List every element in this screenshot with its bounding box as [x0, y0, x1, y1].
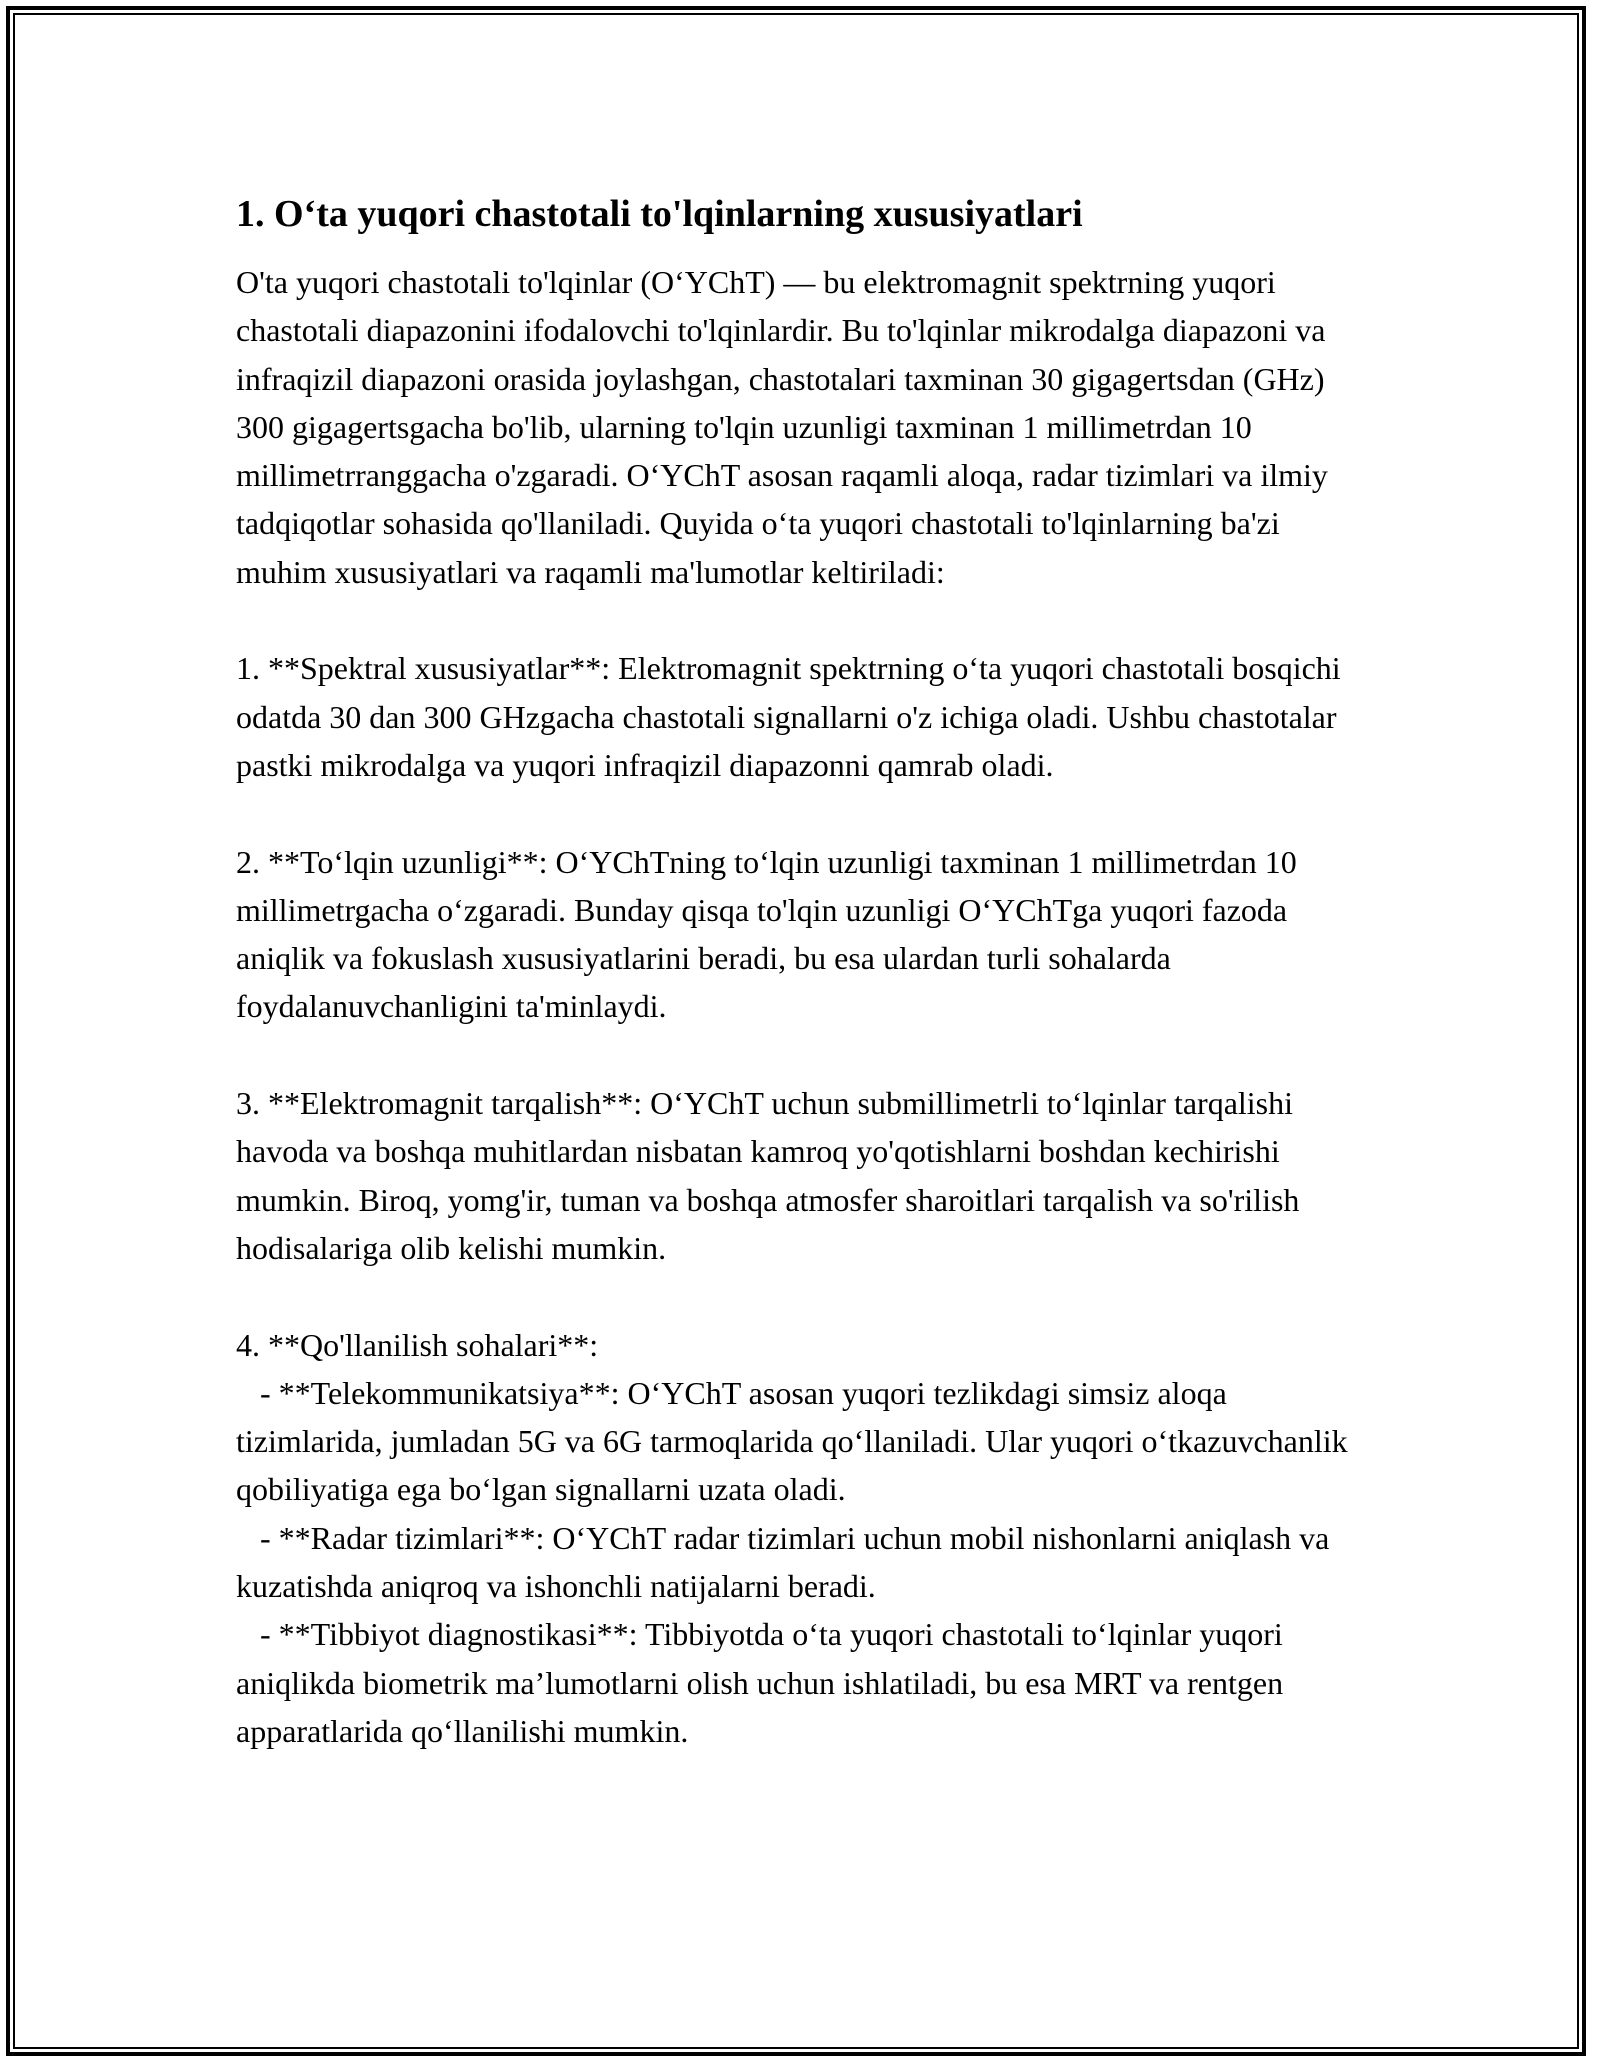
- paragraph-gap: [236, 1272, 1376, 1320]
- sub-item-medical: - **Tibbiyot diagnostikasi**: Tibbiyotda o‘ta yuqori chastotali to‘lqinlar yuqori aniqlikda biometrik ma’lumotlarni olish uchun ishlatiladi, bu esa MRT va rentgen apparatlarida qo‘llanilishi mumkin.: [236, 1616, 1292, 1749]
- list-item-spectral: 1. **Spektral xususiyatlar**: Elektromagnit spektrning o‘ta yuqori chastotali bosqichi odatda 30 dan 300 GHzgacha chastotali signallarni o'z ichiga oladi. Ushbu chastotalar pastki mikrodalga va yuqori infraqizil diapazonni qamrab oladi.: [236, 650, 1349, 783]
- section-heading: 1. O‘ta yuqori chastotali to'lqinlarning xususiyatlari: [236, 193, 1083, 235]
- document-body: [236, 188, 1376, 1755]
- list-item-propagation: 3. **Elektromagnit tarqalish**: O‘YChT uchun submillimetrli to‘lqinlar tarqalishi havoda va boshqa muhitlardan nisbatan kamroq yo'qotishlarni boshdan kechirishi mumkin. Biroq, yomg'ir, tuman va boshqa atmosfer sharoitlari tarqalish va so'rilish hodisalariga olib kelishi mumkin.: [236, 1085, 1308, 1266]
- paragraph-gap: [236, 789, 1376, 837]
- intro-paragraph: O'ta yuqori chastotali to'lqinlar (O‘YChT) — bu elektromagnit spektrning yuqori chastotali diapazonini ifodalovchi to'lqinlardir. Bu to'lqinlar mikrodalga diapazoni va infraqizil diapazoni orasida joylashgan, chastotalari taxminan 30 gigagertsdan (GHz) 300 gigagertsgacha bo'lib, ularning to'lqin uzunligi taxminan 1 millimetrdan 10 millimetrranggacha o'zgaradi. O‘YChT asosan raqamli aloqa, radar tizimlari va ilmiy tadqiqotlar sohasida qo'llaniladi. Quyida o‘ta yuqori chastotali to'lqinlarning ba'zi muhim xususiyatlari va raqamli ma'lumotlar keltiriladi:: [236, 264, 1336, 590]
- list-item-wavelength: 2. **To‘lqin uzunligi**: O‘YChTning to‘lqin uzunligi taxminan 1 millimetrdan 10 millimetrgacha o‘zgaradi. Bunday qisqa to'lqin uzunligi O‘YChTga yuqori fazoda aniqlik va fokuslash xususiyatlarini beradi, bu esa ulardan turli sohalarda foydalanuvchanligini ta'minlaydi.: [236, 843, 1305, 1025]
- paragraph-gap: [236, 1031, 1376, 1079]
- sub-item-telecom: - **Telekommunikatsiya**: O‘YChT asosan yuqori tezlikdagi simsiz aloqa tizimlarida, jumladan 5G va 6G tarmoqlarida qo‘llaniladi. Ular yuqori o‘tkazuvchanlik qobiliyatiga ega bo‘lgan signallarni uzata oladi.: [236, 1374, 1356, 1508]
- sub-item-radar: - **Radar tizimlari**: O‘YChT radar tizimlari uchun mobil nishonlarni aniqlash va kuzatishda aniqroq va ishonchli natijalarni beradi.: [236, 1519, 1338, 1605]
- list-item-applications-title: 4. **Qo'llanilish sohalari**:: [236, 1326, 599, 1363]
- paragraph-gap: [236, 596, 1376, 644]
